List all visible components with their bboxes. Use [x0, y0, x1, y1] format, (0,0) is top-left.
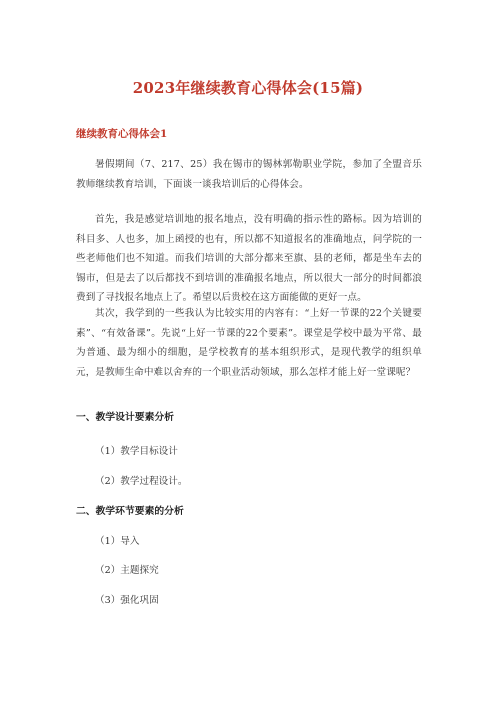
list-item: （1）教学目标设计 [95, 446, 178, 457]
list-item: （2）主题探究 [95, 565, 159, 576]
list-item: （2）教学过程设计。 [95, 476, 188, 487]
list-item: （1）导入 [95, 536, 140, 547]
document-title: 2023年继续教育心得体会(15篇) [132, 79, 364, 97]
paragraph-2: 首先，我是感觉培训地的报名地点，没有明确的指示性的路标。因为培训的科目多、人也多，加上函授的也有，所以都不知道报名的准确地点，问学院的一些老师他们也不知道。而我们培训的大部分都来至旗、县的老师，都是坐车去的锡市，但是去了以后都找不到培训的准确报名地点，所以很大一部分的时间都浪费到了寻找报名地点上了。希望以后贵校在这方面能做的更好一点。 [76, 214, 422, 303]
paragraph-3: 其次，我学到的一些我认为比较实用的内容有：“上好一节课的22个关键要素”、“有效备课”。先说“上好一节课的22个要素”。课堂是学校中最为平常、最为普通、最为细小的细胞，是学校教育的基本组织形式，是现代教学的组织单元，是教师生命中难以舍弃的一个职业活动领域，那么怎样才能上好一堂课呢？ [76, 308, 422, 378]
list-item: （3）强化巩固 [95, 595, 159, 606]
section-title: 继续教育心得体会1 [76, 128, 168, 140]
heading-teaching-design: 一、教学设计要素分析 [76, 412, 174, 423]
paragraph-1: 暑假期间（7、217、25）我在锡市的锡林郭勒职业学院，参加了全盟音乐教师继续教育培训，下面谈一谈我培训后的心得体会。 [76, 159, 422, 190]
heading-teaching-steps: 二、教学环节要素的分析 [76, 506, 184, 517]
